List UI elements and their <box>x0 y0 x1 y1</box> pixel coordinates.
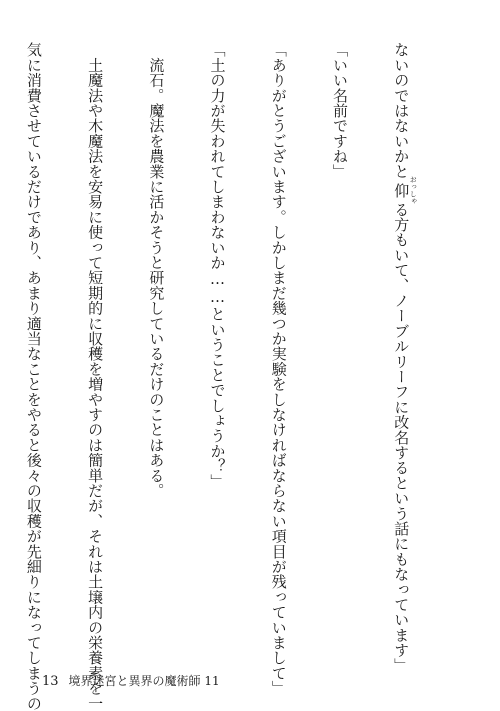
text-line: 気に消費させているだけであり、あまり適当なことをやると後々の収穫が先細りになってしまうの <box>24 42 43 711</box>
text-line: 流石。魔法を農業に活かそうと研究しているだけのことはある。 <box>147 57 166 499</box>
text-line: 土魔法や木魔法を安易に使って短期的に収穫を増やすのは簡単だが、それは土壌内の栄養素を一 <box>86 57 105 711</box>
text-line: 「土の力が失われてしまわないか……ということでしょうか？」 <box>208 42 227 489</box>
page-number: 13 <box>42 674 59 689</box>
text-line: ないのではないかと仰 おっしゃる方もいて、ノーブルリーフに改名するという話にもなっています」 <box>392 42 418 673</box>
ruby-reading: おっしゃ <box>409 175 418 205</box>
text-line: 「いい名前ですね」 <box>330 42 349 179</box>
book-title: 境界迷宮と異界の魔術師 11 <box>68 674 220 688</box>
ruby-annotation: 仰 おっしゃ <box>392 175 418 205</box>
text-line: 「ありがとうございます。しかしまだ幾つか実験をしなければならない項目が残っていまして」 <box>269 42 288 696</box>
page-footer <box>42 672 220 689</box>
